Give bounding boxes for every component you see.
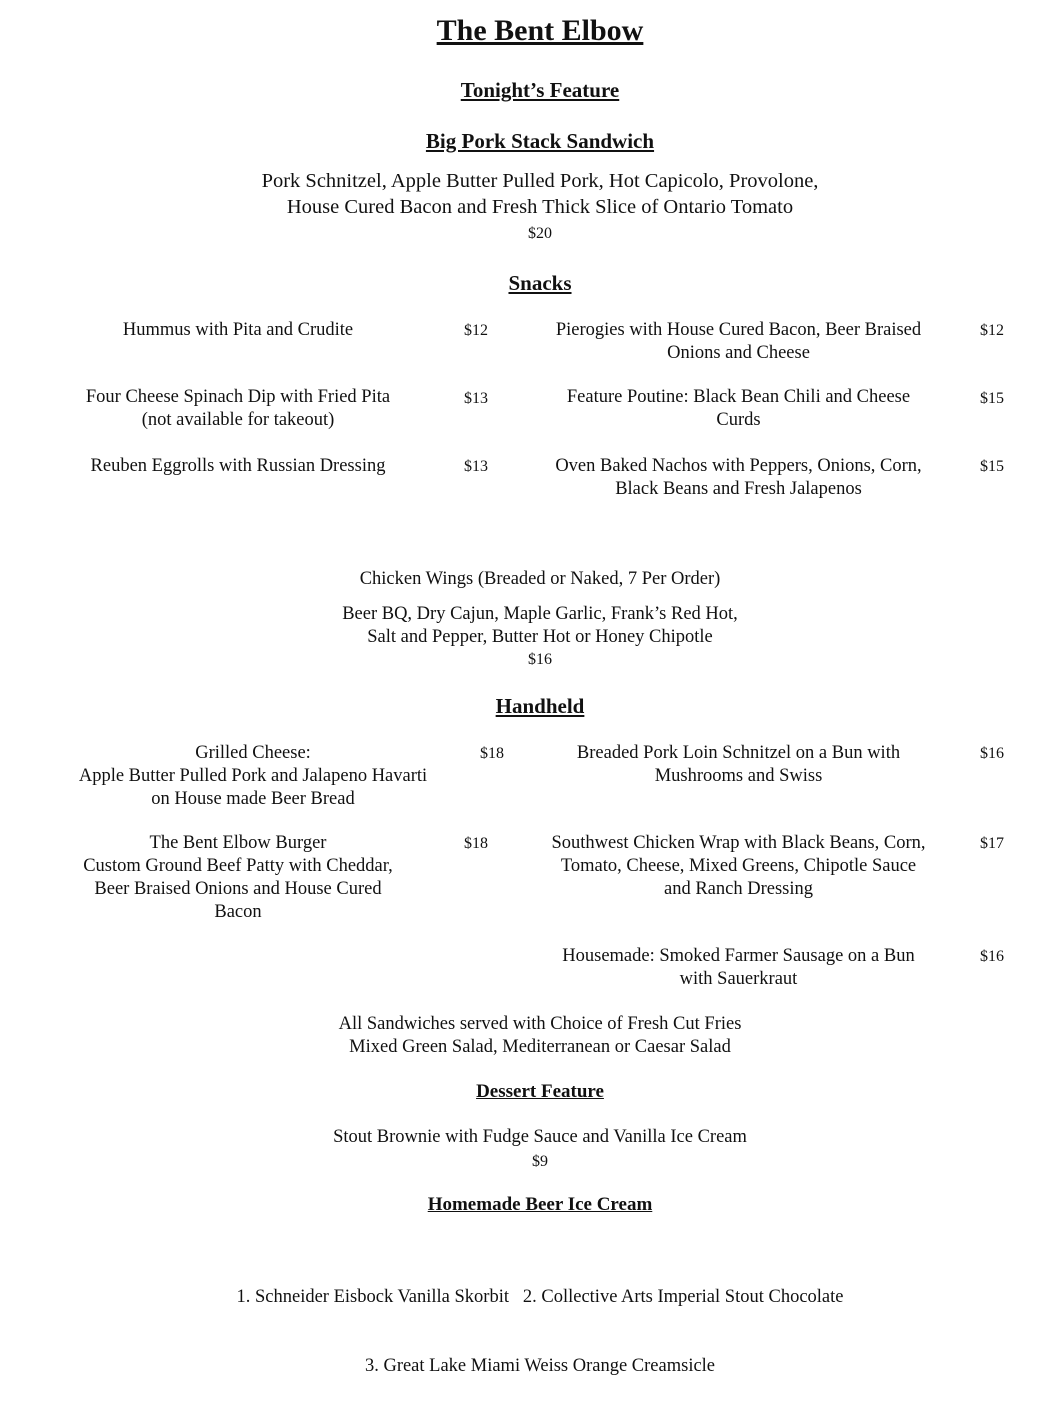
item-line: Onions and Cheese	[667, 343, 810, 363]
handheld-price: $17	[980, 835, 1004, 852]
snack-price: $15	[980, 458, 1004, 475]
feature-heading: Tonight’s Feature	[460, 78, 620, 102]
item-line: with Sauerkraut	[679, 969, 798, 989]
item-line: Custom Ground Beef Patty with Cheddar,	[83, 856, 393, 876]
flavor-line: Salt and Pepper, Butter Hot or Honey Chipotle	[367, 627, 713, 647]
handheld-heading: Handheld	[495, 694, 585, 718]
dessert-heading: Dessert Feature	[476, 1081, 604, 1102]
snack-item	[535, 455, 942, 501]
wings-flavors	[0, 603, 1062, 649]
wings-price: $16	[528, 651, 552, 668]
snack-price: $12	[980, 322, 1004, 339]
item-line: Bacon	[214, 902, 262, 922]
feature-desc-line: House Cured Bacon and Fresh Thick Slice of Ontario Tomato	[286, 196, 794, 218]
item-line: The Bent Elbow Burger	[149, 833, 327, 853]
snacks-heading: Snacks	[508, 271, 572, 295]
feature-desc-line: Pork Schnitzel, Apple Butter Pulled Pork, Hot Capicolo, Provolone,	[261, 170, 819, 192]
ice-cream-line: 1. Schneider Eisbock Vanilla Skorbit 2. Collective Arts Imperial Stout Chocolate	[236, 1287, 844, 1307]
feature-price: $20	[528, 225, 552, 242]
item-line: Hummus with Pita and Crudite	[122, 320, 354, 340]
snack-price: $12	[464, 322, 488, 339]
handheld-item	[535, 742, 942, 788]
snack-item	[40, 386, 436, 432]
item-line: Housemade: Smoked Farmer Sausage on a Bun	[562, 946, 915, 966]
snack-item	[40, 455, 436, 478]
feature-name: Big Pork Stack Sandwich	[425, 129, 655, 153]
sides-line: All Sandwiches served with Choice of Fresh Cut Fries	[338, 1014, 742, 1034]
ice-cream-list	[0, 1240, 1062, 1401]
item-line: Grilled Cheese:	[195, 743, 311, 763]
handheld-item	[40, 832, 436, 924]
sides-note	[0, 1013, 1062, 1059]
item-line: Tomato, Cheese, Mixed Greens, Chipotle Sauce	[560, 856, 917, 876]
handheld-item	[55, 742, 451, 811]
item-line: Pierogies with House Cured Bacon, Beer Braised	[555, 320, 922, 340]
item-line: Reuben Eggrolls with Russian Dressing	[90, 456, 386, 476]
item-line: Breaded Pork Loin Schnitzel on a Bun with	[576, 743, 901, 763]
item-line: on House made Beer Bread	[151, 789, 355, 809]
snack-price: $15	[980, 390, 1004, 407]
handheld-price: $16	[980, 948, 1004, 965]
snack-item	[535, 386, 942, 432]
item-line: Black Beans and Fresh Jalapenos	[615, 479, 862, 499]
handheld-price: $18	[464, 835, 488, 852]
item-line: Feature Poutine: Black Bean Chili and Cheese	[566, 387, 911, 407]
snack-price: $13	[464, 458, 488, 475]
item-line: Apple Butter Pulled Pork and Jalapeno Havarti	[78, 766, 428, 786]
flavor-line: Beer BQ, Dry Cajun, Maple Garlic, Frank’s Red Hot,	[342, 604, 738, 624]
item-line: Mushrooms and Swiss	[654, 766, 823, 786]
item-line: and Ranch Dressing	[664, 879, 813, 899]
wings-title: Chicken Wings (Breaded or Naked, 7 Per Order)	[359, 569, 721, 589]
handheld-price: $16	[980, 745, 1004, 762]
item-line: Curds	[716, 410, 761, 430]
item-line: Four Cheese Spinach Dip with Fried Pita	[85, 387, 391, 407]
snack-item	[535, 319, 942, 365]
handheld-item	[535, 832, 942, 901]
snack-price: $13	[464, 390, 488, 407]
feature-description	[0, 168, 1062, 220]
snack-item	[40, 319, 436, 342]
handheld-item	[535, 945, 942, 991]
item-line: (not available for takeout)	[141, 410, 335, 430]
ice-cream-heading: Homemade Beer Ice Cream	[427, 1194, 653, 1215]
sides-line: Mixed Green Salad, Mediterranean or Caesar Salad	[349, 1037, 731, 1057]
item-line: Beer Braised Onions and House Cured	[94, 879, 382, 899]
ice-cream-line: 3. Great Lake Miami Weiss Orange Creamsicle	[364, 1356, 716, 1376]
dessert-item: Stout Brownie with Fudge Sauce and Vanilla Ice Cream	[333, 1127, 747, 1147]
dessert-price: $9	[532, 1153, 548, 1170]
item-line: Southwest Chicken Wrap with Black Beans, Corn,	[551, 833, 926, 853]
handheld-price: $18	[480, 745, 504, 762]
item-line: Oven Baked Nachos with Peppers, Onions, Corn,	[555, 456, 922, 476]
menu-title: The Bent Elbow	[436, 14, 644, 47]
